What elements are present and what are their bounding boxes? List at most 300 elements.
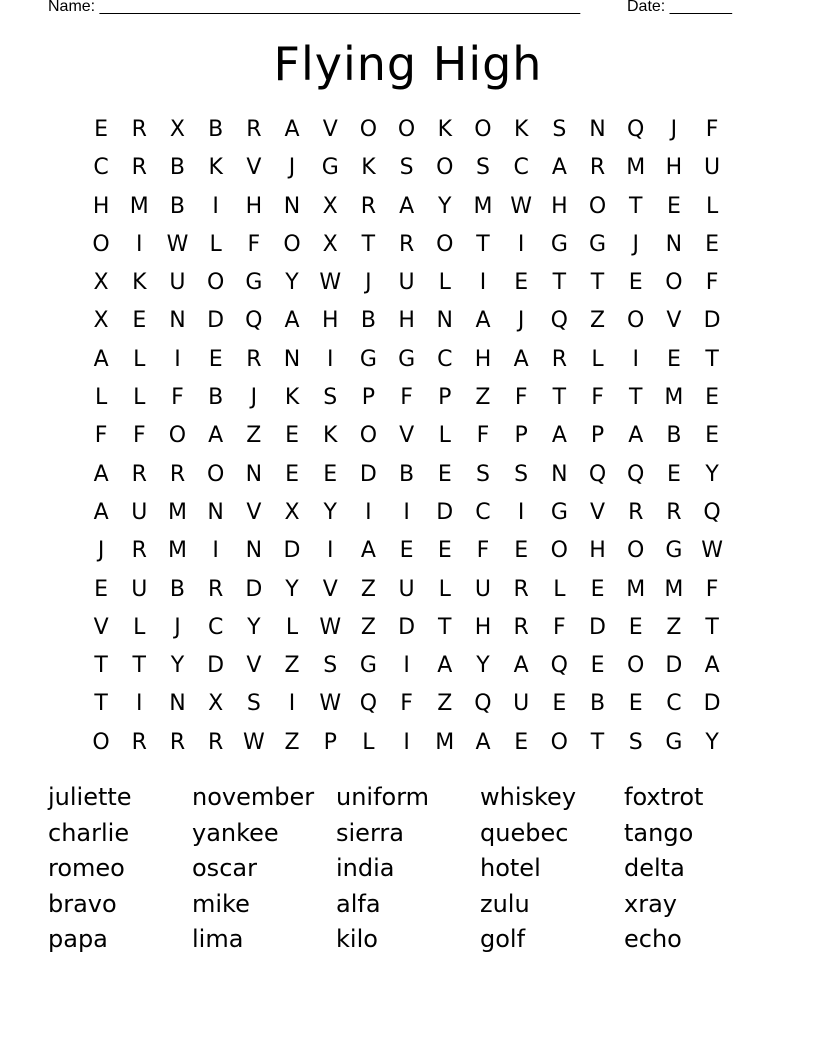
grid-letter: Q bbox=[550, 653, 568, 679]
grid-letter: G bbox=[398, 346, 416, 372]
grid-letter: P bbox=[438, 385, 452, 411]
grid-letter: O bbox=[627, 653, 645, 679]
grid-row bbox=[82, 149, 731, 187]
grid-letter: F bbox=[705, 270, 719, 296]
grid-letter: L bbox=[133, 385, 146, 411]
word-list-item: delta bbox=[624, 854, 685, 882]
grid-letter: A bbox=[513, 346, 529, 372]
word-list-item: xray bbox=[624, 889, 677, 918]
grid-letter: C bbox=[513, 155, 529, 181]
grid-letter: A bbox=[475, 308, 491, 334]
grid-letter: F bbox=[476, 423, 490, 449]
grid-letter: Z bbox=[284, 653, 300, 679]
grid-letter: O bbox=[206, 461, 225, 487]
grid-letter: B bbox=[399, 461, 415, 487]
grid-letter: E bbox=[628, 270, 643, 296]
grid-letter: H bbox=[321, 308, 339, 334]
grid-letter: F bbox=[591, 385, 604, 411]
grid-letter: L bbox=[94, 385, 108, 411]
grid-letter: Q bbox=[474, 691, 492, 717]
grid-letter: R bbox=[513, 576, 529, 602]
grid-letter: Q bbox=[550, 308, 568, 334]
grid-letter: U bbox=[131, 576, 148, 602]
word-list-item: uniform bbox=[336, 783, 430, 811]
grid-letter: O bbox=[550, 538, 568, 564]
grid-letter: J bbox=[670, 117, 678, 142]
grid-letter: T bbox=[476, 231, 490, 257]
grid-letter: C bbox=[93, 155, 109, 181]
word-list-item: hotel bbox=[480, 854, 541, 882]
grid-letter: V bbox=[590, 499, 606, 525]
grid-letter: M bbox=[473, 193, 493, 219]
word-list-item: foxtrot bbox=[624, 783, 704, 811]
grid-letter: O bbox=[283, 231, 301, 257]
grid-letter: R bbox=[131, 155, 147, 181]
grid-letter: I bbox=[174, 346, 181, 372]
grid-letter: T bbox=[590, 270, 605, 296]
grid-letter: R bbox=[131, 461, 147, 487]
grid-letter: M bbox=[167, 538, 187, 564]
header bbox=[48, 0, 748, 18]
grid-letter: G bbox=[550, 499, 568, 525]
grid-row bbox=[82, 494, 731, 532]
page-title: Flying High bbox=[273, 37, 543, 91]
grid-letter: L bbox=[591, 346, 604, 372]
grid-letter: R bbox=[628, 499, 644, 525]
grid-letter: E bbox=[705, 385, 720, 411]
grid-letter: L bbox=[209, 231, 222, 257]
grid-letter: P bbox=[514, 423, 528, 449]
grid-letter: S bbox=[475, 155, 490, 181]
grid-letter: N bbox=[245, 538, 263, 564]
grid-letter: L bbox=[438, 576, 451, 602]
grid-row bbox=[82, 532, 731, 570]
grid-letter: A bbox=[93, 461, 109, 487]
grid-letter: N bbox=[245, 461, 263, 487]
word-list-item: lima bbox=[192, 925, 244, 953]
grid-letter: D bbox=[359, 461, 377, 487]
grid-letter: E bbox=[285, 461, 299, 487]
grid-letter: I bbox=[326, 346, 334, 372]
grid-letter: U bbox=[131, 499, 148, 525]
grid-letter: E bbox=[208, 346, 223, 372]
word-list-item: whiskey bbox=[480, 783, 577, 811]
grid-letter: E bbox=[323, 461, 338, 487]
grid-letter: I bbox=[212, 193, 219, 219]
grid-letter: T bbox=[628, 385, 643, 411]
word-list-item: juliette bbox=[48, 783, 132, 811]
grid-letter: R bbox=[666, 499, 682, 525]
grid-letter: S bbox=[323, 653, 338, 679]
grid-letter: H bbox=[551, 193, 568, 219]
word-list-item: bravo bbox=[48, 889, 117, 918]
grid-letter: A bbox=[208, 423, 224, 449]
grid-letter: I bbox=[403, 499, 410, 525]
grid-letter: P bbox=[361, 385, 376, 411]
grid-letter: X bbox=[93, 308, 109, 334]
grid-letter: V bbox=[246, 155, 262, 181]
grid-letter: S bbox=[323, 385, 338, 411]
grid-letter: F bbox=[553, 614, 566, 640]
grid-letter: D bbox=[703, 308, 721, 334]
grid-letter: D bbox=[703, 691, 721, 717]
grid-letter: T bbox=[132, 653, 146, 679]
grid-letter: B bbox=[589, 691, 606, 717]
grid-row bbox=[82, 609, 731, 647]
word-list-item: quebec bbox=[480, 818, 569, 847]
grid-letter: I bbox=[212, 538, 219, 564]
grid-letter: E bbox=[132, 308, 147, 334]
grid-letter: N bbox=[283, 346, 301, 372]
word-list-item: alfa bbox=[336, 889, 381, 918]
grid-letter: Z bbox=[589, 308, 606, 334]
grid-letter: R bbox=[131, 117, 147, 142]
grid-letter: F bbox=[400, 385, 413, 411]
grid-letter: S bbox=[628, 729, 643, 755]
grid-letter: R bbox=[513, 614, 529, 640]
grid-letter: O bbox=[474, 117, 492, 142]
grid-letter: T bbox=[705, 346, 719, 372]
grid-letter: V bbox=[246, 653, 262, 679]
grid-letter: C bbox=[437, 346, 453, 372]
grid-letter: M bbox=[167, 499, 187, 525]
grid-letter: J bbox=[632, 231, 639, 257]
grid-letter: F bbox=[514, 385, 528, 411]
grid-letter: Z bbox=[360, 614, 376, 640]
grid-letter: B bbox=[169, 576, 186, 602]
grid-letter: R bbox=[246, 346, 262, 372]
word-list-item: papa bbox=[48, 925, 108, 953]
grid-letter: K bbox=[437, 117, 452, 142]
grid-letter: A bbox=[704, 653, 720, 679]
grid-letter: Q bbox=[627, 117, 645, 142]
grid-row bbox=[82, 647, 731, 685]
grid-row bbox=[82, 379, 731, 417]
grid-letter: A bbox=[551, 155, 567, 181]
word-list-item: golf bbox=[480, 925, 526, 953]
grid-letter: L bbox=[133, 346, 146, 372]
grid-letter: X bbox=[208, 691, 224, 717]
grid-letter: S bbox=[399, 155, 414, 181]
grid-letter: V bbox=[399, 423, 415, 449]
grid-letter: E bbox=[628, 614, 643, 640]
word-list-item: mike bbox=[192, 889, 250, 918]
grid-letter: F bbox=[171, 385, 184, 411]
grid-letter: A bbox=[284, 117, 300, 142]
grid-letter: T bbox=[628, 193, 643, 219]
grid-letter: H bbox=[245, 193, 263, 219]
name-field-label: Name: ______________________________________________________ bbox=[48, 0, 581, 15]
grid-letter: X bbox=[93, 270, 109, 296]
grid-letter: W bbox=[242, 729, 265, 755]
grid-letter: M bbox=[129, 193, 149, 219]
grid-letter: E bbox=[437, 461, 452, 487]
grid-letter: J bbox=[517, 308, 525, 334]
grid-letter: I bbox=[517, 231, 525, 257]
grid-letter: R bbox=[169, 729, 186, 755]
grid-letter: I bbox=[479, 270, 487, 296]
word-list-item: kilo bbox=[336, 925, 378, 953]
grid-letter: O bbox=[92, 231, 110, 257]
grid-letter: J bbox=[97, 538, 105, 564]
grid-letter: I bbox=[632, 346, 639, 372]
grid-letter: E bbox=[94, 576, 109, 602]
grid-letter: E bbox=[705, 231, 720, 257]
word-list-item: yankee bbox=[192, 818, 279, 847]
grid-letter: T bbox=[552, 270, 567, 296]
grid-letter: A bbox=[628, 423, 644, 449]
grid-letter: G bbox=[359, 346, 377, 372]
grid-letter: A bbox=[551, 423, 567, 449]
grid-letter: R bbox=[589, 155, 606, 181]
grid-letter: V bbox=[93, 614, 109, 640]
grid-letter: Y bbox=[323, 499, 337, 525]
grid-letter: G bbox=[359, 653, 377, 679]
grid-letter: N bbox=[207, 499, 224, 525]
word-list-item: charlie bbox=[48, 818, 130, 847]
grid-row bbox=[82, 111, 731, 149]
grid-letter: K bbox=[361, 155, 376, 181]
grid-letter: H bbox=[665, 155, 683, 181]
grid-letter: N bbox=[169, 691, 186, 717]
grid-letter: X bbox=[322, 193, 338, 219]
grid-letter: A bbox=[93, 346, 109, 372]
grid-letter: L bbox=[438, 270, 451, 296]
grid-letter: G bbox=[665, 729, 683, 755]
grid-letter: T bbox=[438, 614, 452, 640]
grid-row bbox=[82, 571, 731, 609]
grid-letter: X bbox=[284, 499, 300, 525]
grid-row bbox=[82, 264, 731, 302]
grid-letter: K bbox=[208, 155, 223, 181]
grid-letter: B bbox=[666, 423, 682, 449]
grid-letter: K bbox=[284, 385, 300, 411]
date-field-label: Date: _______ bbox=[627, 0, 732, 15]
grid-letter: J bbox=[365, 270, 372, 296]
grid-letter: N bbox=[283, 193, 301, 219]
grid-letter: H bbox=[398, 308, 415, 334]
grid-letter: Q bbox=[359, 691, 378, 717]
grid-letter: V bbox=[666, 308, 682, 334]
grid-letter: R bbox=[131, 538, 147, 564]
grid-letter: W bbox=[701, 538, 723, 564]
grid-letter: T bbox=[361, 231, 376, 257]
grid-letter: A bbox=[399, 193, 415, 219]
grid-letter: Q bbox=[703, 499, 721, 525]
grid-letter: O bbox=[397, 117, 416, 142]
grid-letter: K bbox=[323, 423, 338, 449]
grid-letter: H bbox=[589, 538, 606, 564]
grid-letter: O bbox=[665, 270, 683, 296]
grid-letter: O bbox=[168, 423, 187, 449]
grid-row bbox=[82, 302, 731, 340]
grid-row bbox=[82, 341, 731, 379]
grid-letter: O bbox=[206, 270, 225, 296]
grid-letter: P bbox=[323, 729, 337, 755]
grid-letter: B bbox=[360, 308, 376, 334]
grid-letter: E bbox=[514, 538, 529, 564]
word-list-item: zulu bbox=[480, 889, 530, 918]
grid-letter: S bbox=[246, 691, 261, 717]
grid-letter: H bbox=[92, 193, 110, 219]
grid-letter: R bbox=[551, 346, 567, 372]
grid-letter: M bbox=[664, 385, 684, 411]
grid-letter: M bbox=[435, 729, 455, 755]
grid-row bbox=[82, 226, 731, 264]
grid-letter: K bbox=[132, 270, 147, 296]
grid-letter: F bbox=[400, 691, 413, 717]
word-list-item: india bbox=[336, 854, 395, 882]
word-list-item: echo bbox=[624, 925, 682, 953]
grid-letter: E bbox=[285, 423, 299, 449]
grid-row bbox=[82, 456, 731, 494]
grid-letter: U bbox=[398, 576, 415, 602]
grid-letter: L bbox=[362, 729, 375, 755]
grid-letter: Z bbox=[246, 423, 262, 449]
grid-letter: W bbox=[319, 614, 342, 640]
grid-letter: U bbox=[169, 270, 186, 296]
grid-letter: B bbox=[208, 385, 224, 411]
grid-letter: S bbox=[552, 117, 567, 142]
grid-letter: H bbox=[474, 614, 492, 640]
grid-letter: A bbox=[437, 653, 453, 679]
grid-letter: N bbox=[169, 308, 186, 334]
grid-letter: H bbox=[474, 346, 492, 372]
grid-letter: O bbox=[627, 538, 645, 564]
grid-letter: Q bbox=[627, 461, 645, 487]
grid-letter: D bbox=[589, 614, 606, 640]
grid-letter: D bbox=[283, 538, 301, 564]
grid-letter: D bbox=[436, 499, 454, 525]
grid-letter: Y bbox=[285, 270, 299, 296]
grid-letter: C bbox=[207, 614, 224, 640]
grid-letter: C bbox=[666, 691, 682, 717]
grid-letter: K bbox=[513, 117, 529, 142]
grid-letter: I bbox=[403, 729, 410, 755]
grid-letter: A bbox=[360, 538, 376, 564]
grid-letter: R bbox=[208, 729, 224, 755]
grid-letter: E bbox=[590, 576, 605, 602]
grid-letter: W bbox=[166, 231, 189, 257]
grid-letter: V bbox=[322, 117, 338, 142]
grid-letter: U bbox=[704, 155, 721, 181]
grid-letter: G bbox=[665, 538, 683, 564]
grid-letter: E bbox=[552, 691, 567, 717]
grid-letter: T bbox=[552, 385, 567, 411]
grid-letter: G bbox=[550, 231, 568, 257]
grid-letter: R bbox=[398, 231, 415, 257]
grid-letter: F bbox=[247, 231, 261, 257]
grid-letter: I bbox=[365, 499, 372, 525]
grid-letter: G bbox=[245, 270, 263, 296]
grid-letter: O bbox=[550, 729, 568, 755]
grid-letter: B bbox=[169, 155, 186, 181]
grid-letter: G bbox=[321, 155, 339, 181]
grid-letter: T bbox=[590, 729, 605, 755]
grid-letter: I bbox=[326, 538, 334, 564]
grid-letter: Y bbox=[170, 653, 185, 679]
grid-letter: I bbox=[136, 231, 143, 257]
grid-letter: O bbox=[436, 155, 454, 181]
grid-letter: E bbox=[628, 691, 643, 717]
grid-letter: A bbox=[93, 499, 109, 525]
grid-letter: Y bbox=[705, 461, 719, 487]
grid-letter: E bbox=[514, 729, 529, 755]
grid-letter: E bbox=[437, 538, 452, 564]
grid-letter: B bbox=[208, 117, 224, 142]
grid-letter: X bbox=[169, 117, 185, 142]
grid-letter: F bbox=[705, 576, 719, 602]
grid-letter: D bbox=[398, 614, 416, 640]
grid-letter: Z bbox=[360, 576, 376, 602]
grid-letter: I bbox=[136, 691, 143, 717]
grid-row bbox=[82, 417, 731, 455]
grid-letter: M bbox=[626, 576, 646, 602]
grid-letter: U bbox=[398, 270, 415, 296]
grid-letter: J bbox=[174, 614, 181, 640]
grid-letter: W bbox=[319, 270, 342, 296]
grid-letter: U bbox=[513, 691, 530, 717]
grid-letter: R bbox=[131, 729, 147, 755]
grid-row bbox=[82, 724, 731, 762]
grid-letter: V bbox=[246, 499, 262, 525]
grid-letter: F bbox=[476, 538, 490, 564]
grid-letter: Z bbox=[284, 729, 300, 755]
grid-letter: M bbox=[626, 155, 646, 181]
grid-row bbox=[82, 188, 731, 226]
grid-letter: B bbox=[169, 193, 186, 219]
grid-letter: J bbox=[250, 385, 258, 411]
word-list-item: romeo bbox=[48, 854, 125, 882]
grid-letter: E bbox=[94, 117, 109, 142]
grid-letter: S bbox=[475, 461, 490, 487]
grid-letter: R bbox=[360, 193, 377, 219]
grid-letter: P bbox=[590, 423, 605, 449]
grid-letter: N bbox=[436, 308, 454, 334]
grid-letter: G bbox=[589, 231, 607, 257]
word-list-item: sierra bbox=[336, 818, 404, 847]
grid-letter: E bbox=[666, 346, 681, 372]
grid-letter: W bbox=[510, 193, 533, 219]
grid-letter: F bbox=[132, 423, 146, 449]
grid-letter: S bbox=[514, 461, 529, 487]
word-list-item: oscar bbox=[192, 854, 257, 882]
grid-letter: O bbox=[588, 193, 607, 219]
grid-letter: O bbox=[436, 231, 454, 257]
grid-letter: E bbox=[514, 270, 529, 296]
grid-letter: C bbox=[475, 499, 491, 525]
grid-letter: Z bbox=[437, 691, 453, 717]
grid-letter: A bbox=[475, 729, 491, 755]
word-list-item: november bbox=[192, 783, 315, 811]
grid-row bbox=[82, 685, 731, 723]
grid-letter: I bbox=[403, 653, 410, 679]
grid-letter: O bbox=[627, 308, 645, 334]
grid-letter: O bbox=[359, 117, 378, 142]
grid-letter: Y bbox=[247, 614, 261, 640]
grid-letter: N bbox=[551, 461, 568, 487]
grid-letter: R bbox=[208, 576, 224, 602]
grid-letter: D bbox=[245, 576, 263, 602]
grid-letter: Y bbox=[705, 729, 719, 755]
grid-letter: N bbox=[665, 231, 683, 257]
grid-letter: Y bbox=[438, 193, 452, 219]
letter-grid bbox=[82, 111, 731, 762]
grid-letter: I bbox=[288, 691, 296, 717]
word-list bbox=[48, 780, 768, 958]
grid-letter: E bbox=[666, 461, 681, 487]
grid-letter: L bbox=[133, 614, 146, 640]
